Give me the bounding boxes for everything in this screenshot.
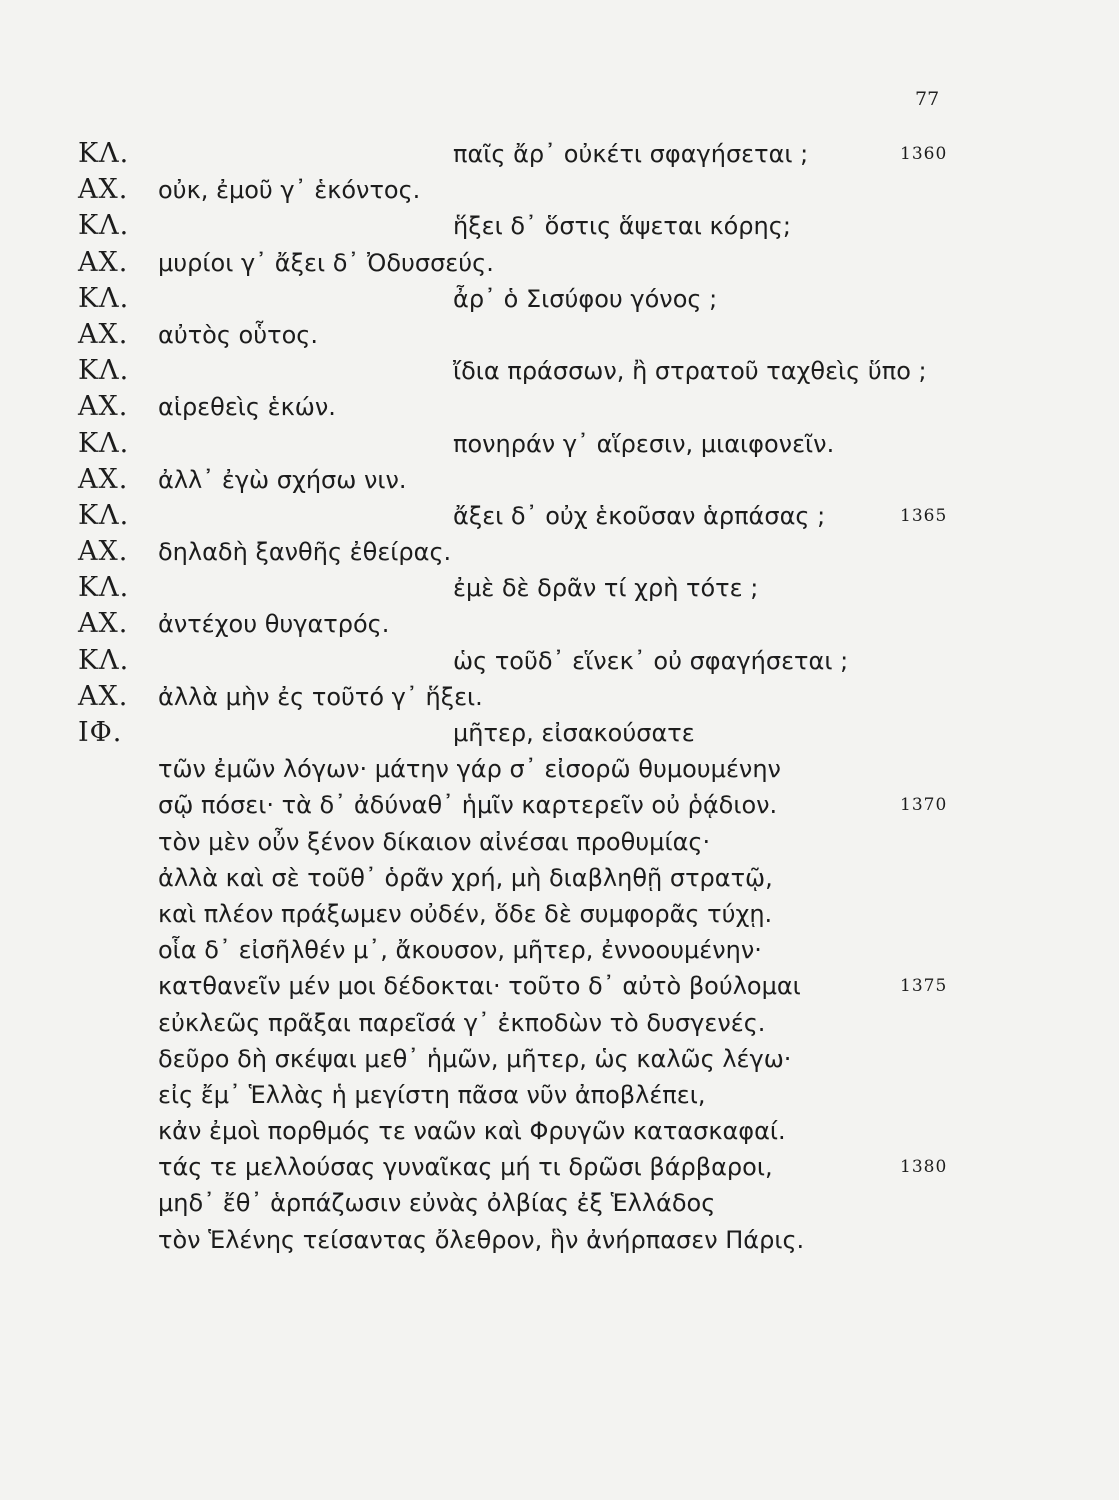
verse-text: ἥξει δ᾽ ὅστις ἅψεται κόρης; <box>453 212 791 241</box>
verse-text: ἆρ᾽ ὁ Σισύφου γόνος ; <box>453 284 718 313</box>
verse-line <box>78 932 1038 968</box>
speaker-label: ΑΧ. <box>78 391 129 423</box>
verse-text: αἱρεθεὶς ἑκών. <box>158 393 336 422</box>
verse-line <box>78 968 1038 1004</box>
verse-text: κἀν ἐμοὶ πορθμός τε ναῶν καὶ Φρυγῶν κατασκαφαί. <box>158 1117 786 1146</box>
verse-line <box>78 389 1038 425</box>
verse-text: μῆτερ, εἰσακούσατε <box>453 719 695 747</box>
speaker-label: ΑΧ. <box>78 174 129 206</box>
verse-line <box>78 534 1038 570</box>
verse-text: μυρίοι γ᾽ ἄξει δ᾽ Ὀδυσσεύς. <box>158 248 494 277</box>
verse-line <box>78 1149 1038 1185</box>
verse-text: εὐκλεῶς πρᾶξαι παρεῖσά γ᾽ ἐκποδὼν τὸ δυσγενές. <box>158 1008 766 1037</box>
verse-line <box>78 1222 1038 1258</box>
verse-text: δηλαδὴ ξανθῆς ἐθείρας. <box>158 538 452 567</box>
verse-line <box>78 317 1038 353</box>
verse-text: ἴδια πράσσων, ἢ στρατοῦ ταχθεὶς ὕπο ; <box>453 357 927 386</box>
speaker-label: ΙΦ. <box>78 717 123 748</box>
verse-line <box>78 1077 1038 1113</box>
verse-line <box>78 643 1038 679</box>
verse-text: εἰς ἔμ᾽ Ἑλλὰς ἡ μεγίστη πᾶσα νῦν ἀποβλέπει, <box>158 1080 706 1109</box>
verse-text: παῖς ἄρ᾽ οὐκέτι σφαγήσεται ; <box>453 140 809 168</box>
verse-line <box>78 426 1038 462</box>
speaker-label: ΑΧ. <box>78 318 129 350</box>
speaker-label: ΑΧ. <box>78 680 129 712</box>
verse-text: ἀλλ᾽ ἐγὼ σχήσω νιν. <box>158 465 407 494</box>
verse-line <box>78 570 1038 606</box>
verse-text: ἐμὲ δὲ δρᾶν τί χρὴ τότε ; <box>453 574 759 603</box>
verse-line <box>78 208 1038 244</box>
verse-text: πονηράν γ᾽ αἵρεσιν, μιαιφονεῖν. <box>453 429 835 458</box>
verse-text: ἀλλὰ καὶ σὲ τοῦθ᾽ ὁρᾶν χρή, μὴ διαβληθῇ στρατῷ, <box>158 863 773 892</box>
verse-line <box>78 245 1038 281</box>
verse-line <box>78 787 1038 823</box>
verse-text: κατθανεῖν μέν μοι δέδοκται· τοῦτο δ᾽ αὐτὸ βούλομαι <box>158 972 801 1001</box>
verse-text: δεῦρο δὴ σκέψαι μεθ᾽ ἡμῶν, μῆτερ, ὡς καλῶς λέγω· <box>158 1044 792 1073</box>
speaker-label: ΚΛ. <box>78 355 130 387</box>
verse-line <box>78 606 1038 642</box>
speaker-label: ΑΧ. <box>78 608 129 640</box>
page-number: 77 <box>915 88 940 110</box>
verse-line <box>78 462 1038 498</box>
verse-text: ὡς τοῦδ᾽ εἵνεκ᾽ οὐ σφαγήσεται ; <box>453 646 849 675</box>
speaker-label: ΚΛ. <box>78 210 130 242</box>
verse-line <box>78 281 1038 317</box>
verse-line <box>78 1041 1038 1077</box>
verse-line <box>78 1113 1038 1149</box>
line-number: 1375 <box>900 976 948 997</box>
verse-line <box>78 751 1038 787</box>
verse-line <box>78 353 1038 389</box>
verse-text: σῷ πόσει· τὰ δ᾽ ἀδύναθ᾽ ἡμῖν καρτερεῖν οὐ ῥᾴδιον. <box>158 791 778 820</box>
verse-text: τάς τε μελλούσας γυναῖκας μή τι δρῶσι βάρβαροι, <box>158 1153 773 1182</box>
verse-line <box>78 172 1038 208</box>
speaker-label: ΑΧ. <box>78 246 129 278</box>
speaker-label: ΑΧ. <box>78 463 129 495</box>
line-number: 1365 <box>900 505 948 526</box>
line-number: 1370 <box>900 795 948 816</box>
verse-lines <box>78 136 1038 1258</box>
speaker-label: ΚΛ. <box>78 644 130 676</box>
verse-text: ἄξει δ᾽ οὐχ ἑκοῦσαν ἁρπάσας ; <box>453 501 826 530</box>
verse-text: αὐτὸς οὗτος. <box>158 320 318 349</box>
speaker-label: ΚΛ. <box>78 572 130 604</box>
verse-line <box>78 896 1038 932</box>
line-number: 1380 <box>900 1157 948 1178</box>
verse-line <box>78 1005 1038 1041</box>
verse-line <box>78 860 1038 896</box>
verse-text: καὶ πλέον πράξωμεν οὐδέν, ὅδε δὲ συμφορᾶς τύχῃ. <box>158 899 773 928</box>
verse-text: τῶν ἐμῶν λόγων· μάτην γάρ σ᾽ εἰσορῶ θυμουμένην <box>158 755 781 784</box>
speaker-label: ΚΛ. <box>78 427 130 459</box>
verse-text: τὸν Ἑλένης τείσαντας ὄλεθρον, ἣν ἀνήρπασεν Πάρις. <box>158 1225 805 1254</box>
speaker-label: ΑΧ. <box>78 536 129 568</box>
verse-line <box>78 715 1038 751</box>
verse-text: οὐκ, ἐμοῦ γ᾽ ἑκόντος. <box>158 176 421 205</box>
verse-line <box>78 824 1038 860</box>
verse-text: τὸν μὲν οὖν ξένον δίκαιον αἰνέσαι προθυμίας· <box>158 827 711 856</box>
speaker-label: ΚΛ. <box>78 499 130 531</box>
speaker-label: ΚΛ. <box>78 282 130 314</box>
verse-line <box>78 136 1038 172</box>
verse-line <box>78 498 1038 534</box>
verse-text: ἀλλὰ μὴν ἐς τοῦτό γ᾽ ἥξει. <box>158 682 483 711</box>
verse-line <box>78 1185 1038 1221</box>
line-number: 1360 <box>900 144 948 164</box>
verse-text: ἀντέχου θυγατρός. <box>158 610 390 639</box>
verse-line <box>78 679 1038 715</box>
verse-text: μηδ᾽ ἔθ᾽ ἁρπάζωσιν εὐνὰς ὀλβίας ἐξ Ἑλλάδος <box>158 1189 716 1218</box>
verse-text: οἷα δ᾽ εἰσῆλθέν μ᾽, ἄκουσον, μῆτερ, ἐννοουμένην· <box>158 936 762 965</box>
speaker-label: ΚΛ. <box>78 138 130 169</box>
